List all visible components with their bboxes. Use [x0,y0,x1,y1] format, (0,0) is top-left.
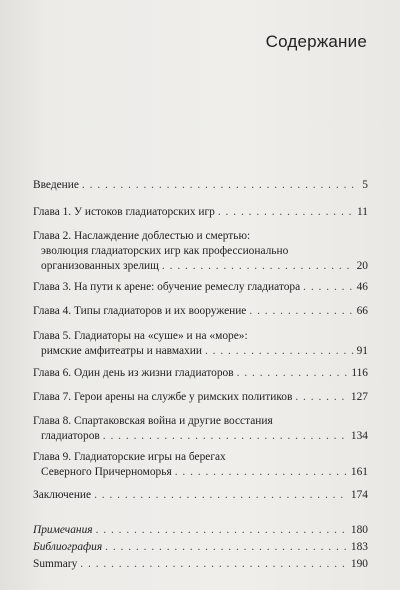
toc-entry-line: Глава 9. Гладиаторские игры на берегах [33,451,226,463]
toc-entry-label: Введение [33,179,79,191]
toc-entry-label: Глава 3. На пути к арене: обучение ремеслу гладиатора [33,281,301,293]
toc-page-number: 161 [350,466,368,478]
toc-page-number: 190 [350,558,368,570]
toc-entry-label: Библиография [33,541,103,553]
toc-page-number: 46 [356,281,368,293]
toc-entry-chapter-2 [33,229,368,274]
toc-page-number: 180 [350,524,368,536]
toc-entry-label: Summary [33,558,78,570]
toc-page-number: 127 [350,391,368,403]
toc-page-number: 5 [362,179,368,191]
leader-dots [249,304,353,319]
toc-entry-label: Северного Причерноморья [41,466,172,478]
toc-page-number: 116 [351,367,368,379]
leader-dots [237,366,349,381]
toc-page-number: 11 [357,206,368,218]
toc-entry-label: Глава 1. У истоков гладиаторских игр [33,206,215,218]
toc-entry-chapter-1 [33,205,368,220]
toc-page-number: 183 [350,541,368,553]
leader-dots [103,429,348,444]
toc-entry-chapter-8 [33,414,368,444]
toc-entry-bibliography [33,540,368,555]
toc-entry-line: Глава 8. Спартаковская война и другие восстания [33,415,273,427]
toc-entry-chapter-6 [33,366,368,381]
toc-entry-chapter-9 [33,450,368,480]
leader-dots [295,390,348,405]
toc-page-number: 20 [356,260,368,272]
toc-entry-label: Примечания [33,524,93,536]
page-title: Содержание [265,32,367,51]
toc-entry-line: эволюция гладиаторских игр как профессионально [41,245,289,257]
toc-entry-label: организованных зрелищ [41,260,159,272]
toc-entry-line: Глава 2. Наслаждение доблестью и смертью: [33,230,251,242]
toc-entry-conclusion [33,488,368,503]
toc-entry-chapter-4 [33,304,368,319]
leader-dots [82,178,355,193]
toc-entry-summary [33,557,368,572]
toc-entry-chapter-3 [33,280,368,295]
toc-entry-label: гладиаторов [41,430,100,442]
toc-page-number: 91 [356,345,368,357]
toc-entry-label: римские амфитеатры и навмахии [41,345,202,357]
leader-dots [162,259,354,274]
toc-entry-notes [33,523,368,538]
toc-page-number: 134 [350,430,368,442]
leader-dots [218,205,354,220]
leader-dots [205,344,354,359]
toc-page-number: 174 [350,489,368,501]
toc-entry-label: Заключение [33,489,92,501]
toc-entry-label: Глава 7. Герои арены на службе у римских политиков [33,391,293,403]
leader-dots [303,280,353,295]
toc-entry-line: Глава 5. Гладиаторы на «суше» и на «море»: [33,330,248,342]
toc-page-number: 66 [356,305,368,317]
toc-entry-label: Глава 4. Типы гладиаторов и их вооружение [33,305,247,317]
leader-dots [94,488,348,503]
leader-dots [175,465,348,480]
leader-dots [105,540,348,555]
leader-dots [80,557,348,572]
toc-entry-label: Глава 6. Один день из жизни гладиаторов [33,367,234,379]
toc-entry-chapter-5 [33,329,368,359]
toc-entry-introduction [33,178,368,193]
toc-entry-chapter-7 [33,390,368,405]
leader-dots [96,523,348,538]
